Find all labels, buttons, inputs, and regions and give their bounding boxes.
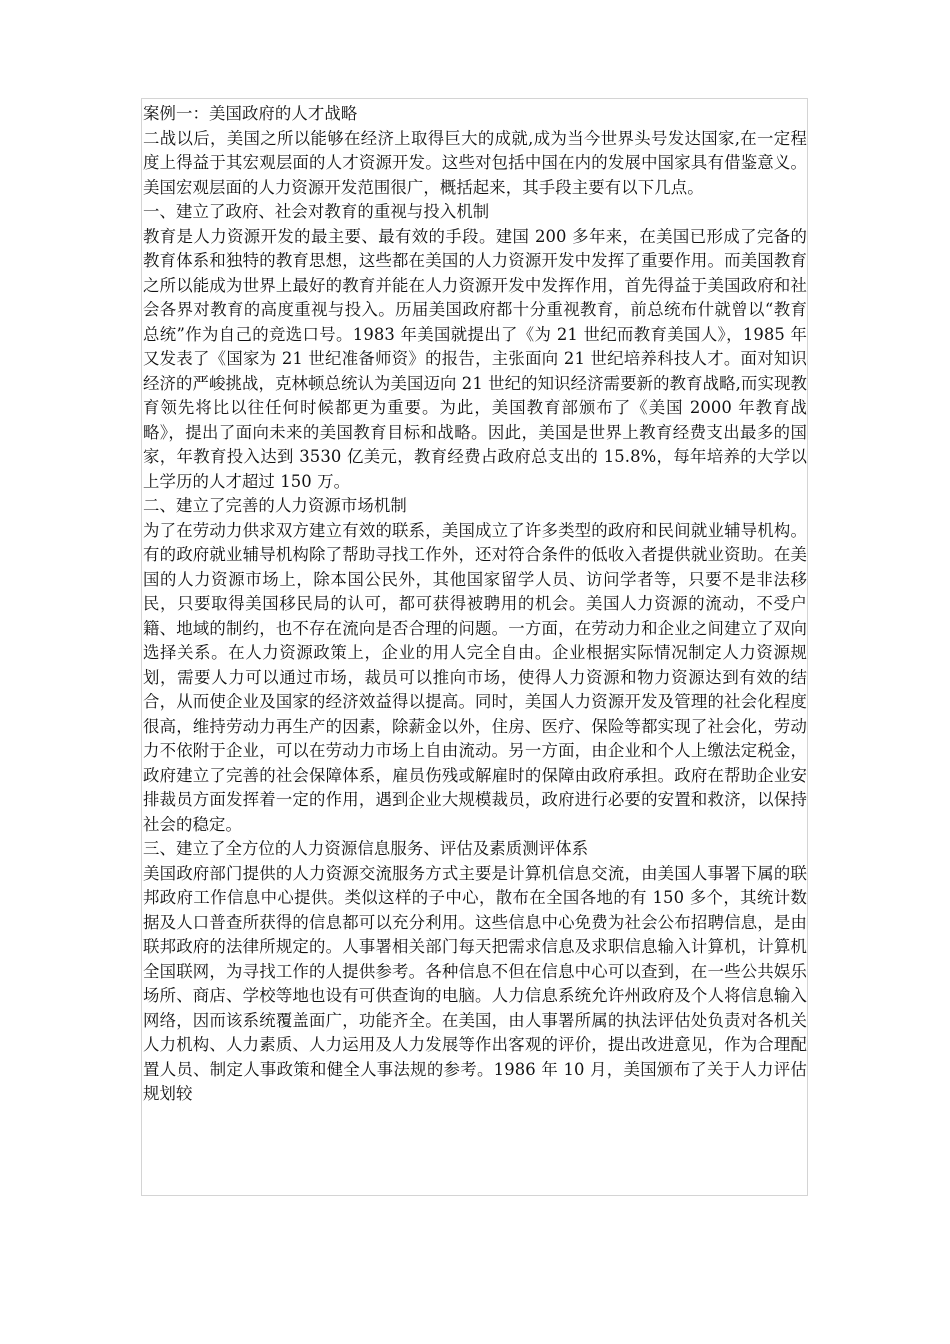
text-frame (141, 98, 808, 1196)
document-title: 案例一：美国政府的人才战略 (143, 104, 358, 123)
section-heading-1: 一、建立了政府、社会对教育的重视与投入机制 (143, 202, 490, 221)
section-heading-3: 三、建立了全方位的人力资源信息服务、评估及素质测评体系 (143, 839, 589, 858)
section-heading-2: 二、建立了完善的人力资源市场机制 (143, 496, 407, 515)
document-body (142, 99, 807, 1107)
section-paragraph-2: 为了在劳动力供求双方建立有效的联系，美国成立了许多类型的政府和民间就业辅导机构。有的政府就业辅导机构除了帮助寻找工作外，还对符合条件的低收入者提供就业资助。在美国的人力资源市场上，除本国公民外，其他国家留学人员、访问学者等，只要不是非法移民，只要取得美国移民局的认可，都可获得被聘用的机会。美国人力资源的流动，不受户籍、地域的制约，也不存在流向是否合理的问题。一方面，在劳动力和企业之间建立了双向选择关系。在人力资源政策上，企业的用人完全自由。企业根据实际情况制定人力资源规划，需要人力可以通过市场，裁员可以推向市场，使得人力资源和物力资源达到有效的结合，从而使企业及国家的经济效益得以提高。同时，美国人力资源开发及管理的社会化程度很高，维持劳动力再生产的因素，除薪金以外，住房、医疗、保险等都实现了社会化，劳动力不依附于企业，可以在劳动力市场上自由流动。另一方面，由企业和个人上缴法定税金，政府建立了完善的社会保障体系，雇员伤残或解雇时的保障由政府承担。政府在帮助企业安排裁员方面发挥着一定的作用，遇到企业大规模裁员，政府进行必要的安置和救济，以保持社会的稳定。 (143, 520, 807, 834)
intro-paragraph: 二战以后，美国之所以能够在经济上取得巨大的成就,成为当今世界头号发达国家,在一定程度上得益于其宏观层面的人才资源开发。这些对包括中国在内的发展中国家具有借鉴意义。美国宏观层面的人力资源开发范围很广，概括起来，其手段主要有以下几点。 (143, 128, 807, 197)
section-paragraph-3: 美国政府部门提供的人力资源交流服务方式主要是计算机信息交流，由美国人事署下属的联邦政府工作信息中心提供。类似这样的子中心，散布在全国各地的有 150 多个，其统计数据及人口普查所获得的信息都可以充分利用。这些信息中心免费为社会公布招聘信息，是由联邦政府的法律所规定的。人事署相关部门每天把需求信息及求职信息输入计算机，计算机全国联网，为寻找工作的人提供参考。各种信息不但在信息中心可以查到，在一些公共娱乐场所、商店、学校等地也设有可供查询的电脑。人力信息系统允许州政府及个人将信息输入网络，因而该系统覆盖面广，功能齐全。在美国，由人事署所属的执法评估处负责对各机关人力机构、人力素质、人力运用及人力发展等作出客观的评价，提出改进意见，作为合理配置人员、制定人事政策和健全人事法规的参考。1986 年 10 月，美国颁布了关于人力评估规划较 (143, 863, 807, 1103)
section-paragraph-1: 教育是人力资源开发的最主要、最有效的手段。建国 200 多年来，在美国已形成了完备的教育体系和独特的教育思想，这些都在美国的人力资源开发中发挥了重要作用。而美国教育之所以能成为世界上最好的教育并能在人力资源开发中发挥作用，首先得益于美国政府和社会各界对教育的高度重视与投入。历届美国政府都十分重视教育，前总统布什就曾以“教育总统”作为自己的竞选口号。1983 年美国就提出了《为 21 世纪而教育美国人》，1985 年又发表了《国家为 21 世纪准备师资》的报告，主张面向 21 世纪培养科技人才。面对知识经济的严峻挑战，克林顿总统认为美国迈向 21 世纪的知识经济需要新的教育战略,而实现教育领先将比以往任何时候都更为重要。为此，美国教育部颁布了《美国 2000 年教育战略》，提出了面向未来的美国教育目标和战略。因此，美国是世界上教育经费支出最多的国家，年教育投入达到 3530 亿美元，教育经费占政府总支出的 15.8%，每年培养的大学以上学历的人才超过 150 万。 (143, 226, 807, 491)
